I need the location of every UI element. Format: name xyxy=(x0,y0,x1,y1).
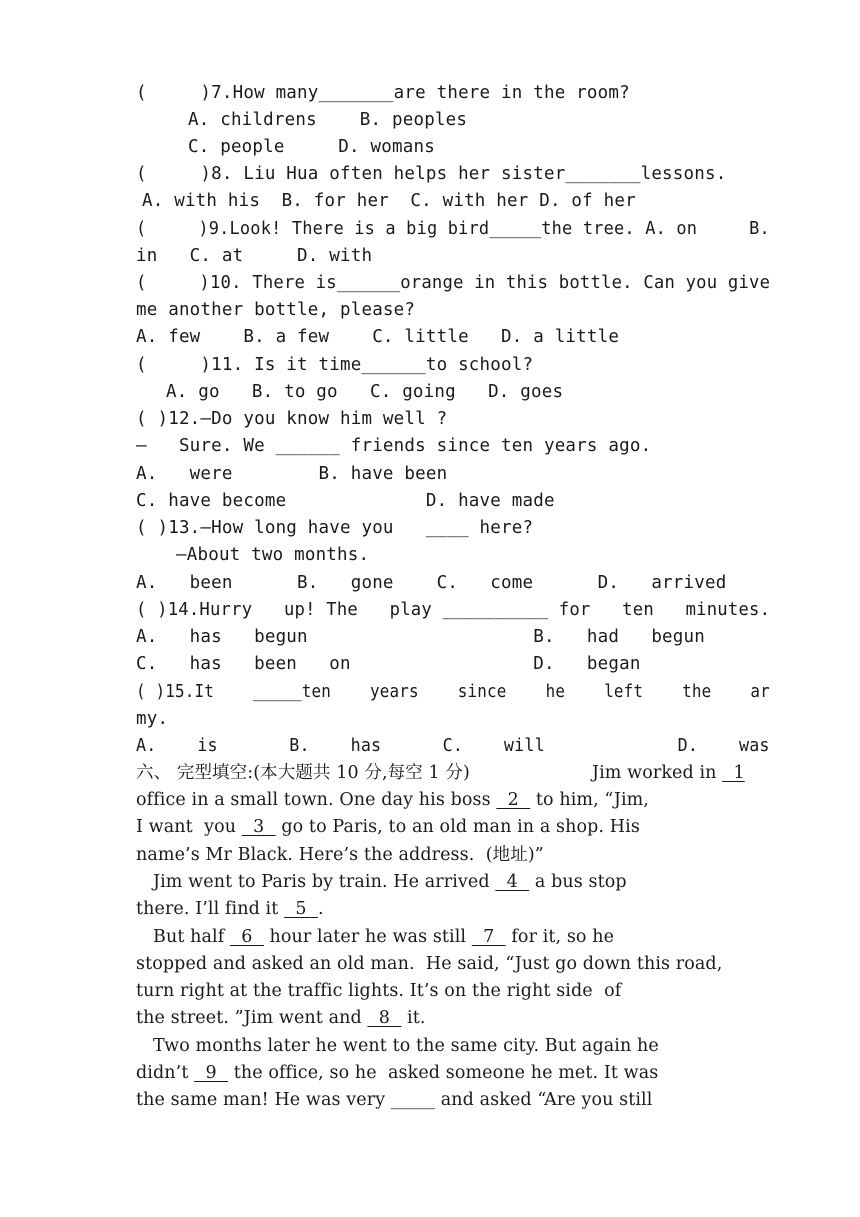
question-9: ( )9.Look! There is a big bird_____the tree. A. on B. xyxy=(136,219,770,239)
cloze-line-13 xyxy=(136,1089,652,1111)
cloze-blank-4: 4 xyxy=(495,872,530,892)
cloze-text: Jim worked in xyxy=(592,763,723,783)
question-10-options: A. few B. a few C. little D. a little xyxy=(136,327,620,347)
cloze-text: name’s Mr Black. Here’s the address. (地址)” xyxy=(136,845,544,865)
question-12-options-cd: C. have become D. have made xyxy=(136,491,555,511)
question-11-options: A. go B. to go C. going D. goes xyxy=(166,382,564,402)
cloze-blank-6: 6 xyxy=(229,927,264,947)
cloze-line-5 xyxy=(136,871,627,893)
cloze-line-4 xyxy=(136,844,544,866)
cloze-text: office in a small town. One day his boss xyxy=(136,790,497,810)
cloze-text: . xyxy=(317,899,324,919)
cloze-line-9 xyxy=(136,980,621,1002)
cloze-text: didn’t xyxy=(136,1063,195,1083)
cloze-text: for it, so he xyxy=(505,927,615,947)
cloze-text: turn right at the traffic lights. It’s on the right side of xyxy=(136,981,622,1001)
cloze-line-10 xyxy=(136,1007,426,1029)
question-12-options-ab: A. were B. have been xyxy=(136,464,448,484)
cloze-text: there. I’ll find it xyxy=(136,899,285,919)
question-12: ( )12.—Do you know him well ? xyxy=(136,409,448,429)
question-7-options-ab: A. childrens B. peoples xyxy=(188,110,468,130)
cloze-text: a bus stop xyxy=(529,872,627,892)
cloze-line-1 xyxy=(592,762,745,784)
cloze-text: to him, “Jim, xyxy=(530,790,650,810)
cloze-text: it. xyxy=(401,1008,426,1028)
cloze-text: But half xyxy=(136,927,230,947)
cloze-blank-7: 7 xyxy=(471,927,506,947)
question-12-dialog: — Sure. We ______ friends since ten years ago. xyxy=(136,436,652,456)
cloze-blank-1: 1 xyxy=(722,763,745,783)
question-15-cont: my. xyxy=(136,709,169,729)
cloze-line-7 xyxy=(136,926,614,948)
cloze-blank-10: _____ xyxy=(390,1090,436,1110)
cloze-text: the office, so he asked someone he met. It was xyxy=(228,1063,659,1083)
cloze-line-3 xyxy=(136,816,640,838)
question-14: ( )14.Hurry up! The play __________ for ten minutes. xyxy=(136,600,771,620)
section-heading: 六、 完型填空:(本大题共 10 分,每空 1 分) xyxy=(136,763,470,783)
cloze-text: Two months later he went to the same city. But again he xyxy=(136,1036,659,1056)
cloze-text: Jim went to Paris by train. He arrived xyxy=(136,872,496,892)
question-8-options: A. with his B. for her C. with her D. of her xyxy=(142,191,636,211)
question-7: ( )7.How many_______are there in the room? xyxy=(136,83,630,103)
cloze-line-8 xyxy=(136,953,722,975)
cloze-text: go to Paris, to an old man in a shop. His xyxy=(275,817,640,837)
question-9-options-cont: in C. at D. with xyxy=(136,246,373,266)
question-15-options: A. is B. has C. will D. was xyxy=(136,736,770,756)
cloze-line-6 xyxy=(136,898,324,920)
question-14-options-ab: A. has begun B. had begun xyxy=(136,627,706,647)
cloze-text: hour later he was still xyxy=(263,927,472,947)
question-7-options-cd: C. people D. womans xyxy=(188,137,435,157)
question-10: ( )10. There is______orange in this bottle. Can you give xyxy=(136,273,771,293)
cloze-blank-5: 5 xyxy=(284,899,318,919)
cloze-line-12 xyxy=(136,1062,658,1084)
cloze-blank-8: 8 xyxy=(367,1008,402,1028)
question-11: ( )11. Is it time______to school? xyxy=(136,355,534,375)
cloze-text: stopped and asked an old man. He said, “Just go down this road, xyxy=(136,954,723,974)
cloze-line-2 xyxy=(136,789,649,811)
question-8: ( )8. Liu Hua often helps her sister_______lessons. xyxy=(136,164,727,184)
cloze-blank-2: 2 xyxy=(496,790,531,810)
question-13-options: A. been B. gone C. come D. arrived xyxy=(136,573,727,593)
cloze-text: the street. ”Jim went and xyxy=(136,1008,368,1028)
cloze-line-11 xyxy=(136,1035,659,1057)
cloze-blank-3: 3 xyxy=(241,817,276,837)
cloze-text: I want you xyxy=(136,817,242,837)
question-13: ( )13.—How long have you ____ here? xyxy=(136,518,534,538)
question-13-dialog: —About two months. xyxy=(176,545,370,565)
question-14-options-cd: C. has been on D. began xyxy=(136,654,641,674)
cloze-text: the same man! He was very xyxy=(136,1090,391,1110)
question-10-cont: me another bottle, please? xyxy=(136,300,416,320)
question-15: ( )15.It _____ten years since he left the ar xyxy=(136,682,770,702)
cloze-blank-9: 9 xyxy=(194,1063,229,1083)
cloze-text: and asked “Are you still xyxy=(435,1090,653,1110)
